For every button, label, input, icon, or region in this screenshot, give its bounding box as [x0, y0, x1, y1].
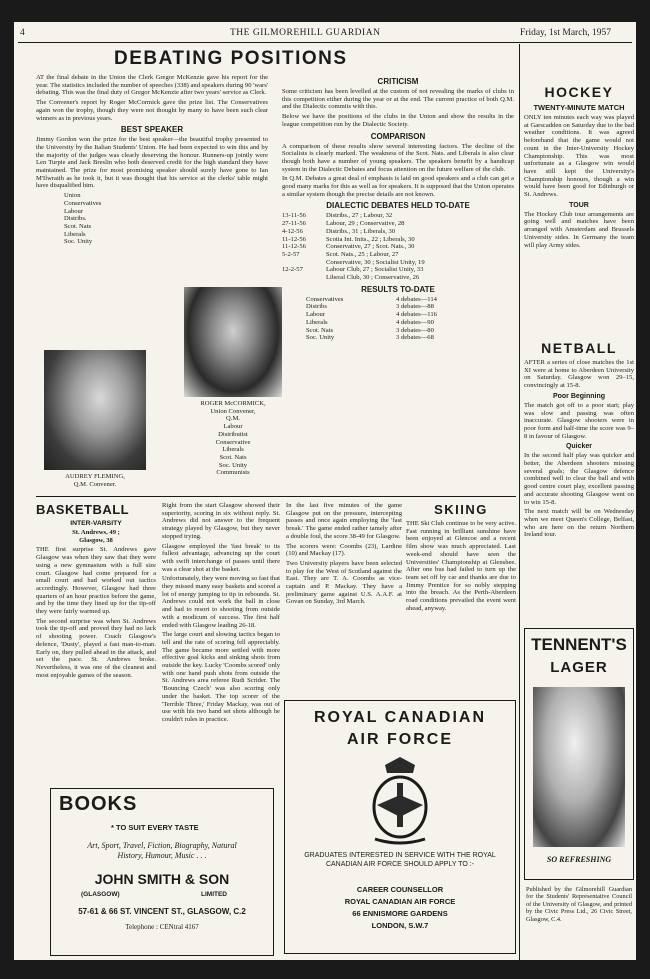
basketball-article	[36, 502, 156, 681]
hockey-article	[524, 84, 634, 251]
basketball-p5: Unfortunately, they were moving so fast that they missed many easy baskets and scored a lot of energy jumping to tip in rebounds. St. Andrews could not work the ball in close and had to resort to shooting from outside with a modicum of success. The first half ended with Glasgow leading 26-18.	[162, 575, 280, 629]
results-row-cell: 4 debates—90	[396, 318, 434, 326]
basketball-p4: Glasgow employed the 'fast break' to its fullest advantage, advancing up the court with swift interchange of passes until there was a clear shot at the basket.	[162, 542, 280, 573]
books-location: (GLASGOW)	[81, 891, 120, 898]
party-list-item: Conservatives	[64, 199, 102, 207]
rcaf-title-2: AIR FORCE	[347, 731, 453, 748]
caption-roger-line: Q.M.	[226, 415, 240, 423]
tennents-advert	[524, 628, 634, 880]
caption-roger-line: Labour	[223, 423, 243, 431]
dialectic-row-cell: 12-2-57	[282, 266, 303, 274]
hockey-tour: The Hockey Club tour arrangements are going well and matches have been arranged with Amsterdam and Brussels University sides. In Germany the team will play Army sides.	[524, 210, 634, 249]
rcaf-contact-4: LONDON, S.W.7	[371, 921, 429, 930]
rcaf-advert	[284, 700, 516, 954]
caption-audrey-line: Q.M. Convener.	[73, 480, 117, 488]
results-row-cell: Liberals	[306, 318, 328, 326]
skiing-text: THE Ski Club continue to be very active. Fast running in brilliant sunshine have been enjoyed at Glencoe and a recent film show was much appreciated. Last week-end should have seen the Universities' Championship at Glenshee. After one bus had failed to turn up the team set off by car and thanks are due to Jimmy Prentice for so nobly stepping into the breach. As the Perth-Aberdeen road conditions prevailed the event went ahead, anyway.	[406, 520, 516, 612]
rcaf-body: GRADUATES INTERESTED IN SERVICE WITH THE ROYAL CANADIAN AIR FORCE SHOULD APPLY TO :-	[304, 852, 496, 868]
netball-p1: AFTER a series of close matches the 1st XI were at home to Aberdeen University on Saturday. Glasgow won 29–15, convincingly at 15-8.	[524, 359, 634, 390]
debating-headline: DEBATING POSITIONS	[114, 48, 348, 69]
criticism-text-2: Below we have the positions of the clubs in the Union and show the results in the league competition run by the Dialectic Society.	[282, 113, 514, 128]
basketball-middle-p2: The scorers were: Coombs (23), Lardine (10) and Mackay (17).	[286, 542, 402, 558]
dialectic-row	[282, 259, 514, 267]
results-row-cell: 4 debates—114	[396, 295, 437, 303]
column-rule	[519, 44, 520, 960]
dialectic-row-cell: 27-11-56	[282, 220, 306, 228]
results-row	[306, 296, 514, 304]
results-row	[306, 327, 514, 335]
dialectic-row	[282, 220, 514, 228]
caption-audrey-line: AUDREY FLEMING,	[65, 473, 125, 480]
party-list-item: Labour	[64, 207, 84, 215]
basketball-p6: The large court and slowing tactics began to tell and the rate of scoring fell appreciably. The game became more settled with more effective goal kicks and sinking shots from outside the key. Lucky 'Coombs scored' only with one hand push shots from outside the St. Andrews area referee Rudi Scrider. The 'Bouncing Czech' was also scoring only under the basket. The top scorer of the 'Terrible Three,' Friday Mackay, was out of use with his two hand set shots although he couldn't rules in practice.	[162, 631, 280, 723]
results-heading: RESULTS TO-DATE	[361, 284, 435, 294]
masthead	[20, 28, 632, 42]
basketball-p2: The second surprise was when St. Andrews took the tip-off and proved they had no lack of shooting power. Coach Glasgow's defence, 'Dusty', played a fast man-to-man. Early on, they pulled ahead in the attack, and set the pace. St. Andrews broke. Nevertheless, it was one of the cleanest and most enjoyable games of the season.	[36, 617, 156, 679]
caption-roger-line: Distributist	[218, 430, 248, 438]
issue-date: Friday, 1st March, 1957	[520, 28, 611, 38]
netball-poor: The match got off to a poor start; play was slow and passing was often inaccurate. Glasgow shooters were in poor form and half-time the score was 9–8 in favour of Glasgow.	[524, 401, 634, 440]
dialectic-row-cell: 5-2-57	[282, 250, 300, 258]
books-genres: Art, Sport, Travel, Fiction, Biography, Natural History, Humour, Music . . .	[87, 841, 237, 860]
dialectic-row-cell	[282, 274, 326, 282]
netball-quicker-heading: Quicker	[565, 443, 593, 451]
dialectic-row-cell: 13-11-56	[282, 212, 306, 220]
results-row	[306, 334, 514, 342]
books-tagline: * TO SUIT EVERY TASTE	[111, 823, 199, 832]
caption-roger-line: Conservative	[215, 438, 251, 446]
dialectic-row	[282, 228, 514, 236]
results-table	[306, 296, 514, 342]
results-row-cell: Soc. Unity	[306, 334, 335, 342]
rcaf-title-1: ROYAL CANADIAN	[313, 709, 486, 726]
debating-intro: AT the final debate in the Union the Clerk Gregor McKenzie gave his report for the year. The statistics included the number of speeches (338) and speakers during 90 'wars' debating. This was the final duty of Gregor McKenzie after two years' service as Clerk.	[36, 74, 268, 97]
dialectic-table	[282, 212, 514, 281]
dialectic-row-cell: Conservative, 27 ; Scot. Nats., 30	[326, 243, 415, 251]
criticism-text: Some criticism has been levelled at the custom of not revealing the marks of clubs in this competition either during the year or at the end. The current practice of both Q.M. and the Dialectic commits with this.	[282, 88, 514, 111]
comparison-text-2: In Q.M. Debates a great deal of emphasis is laid on good speakers and a club can get a good many marks for this as well as for speakers. It is supposed that the Union operates a similar system though the precise details are not known.	[282, 175, 514, 198]
party-list-item: Soc. Unity	[64, 238, 93, 246]
books-title: BOOKS	[59, 793, 138, 815]
dialectic-row-cell: Scotia Int. Inits., 22 ; Liberals, 30	[326, 235, 415, 243]
caption-roger-line: Soc. Unity	[218, 461, 248, 469]
hockey-headline: HOCKEY	[544, 84, 614, 100]
party-list-item: Distribs.	[64, 215, 87, 223]
results-row-cell: 3 debates—68	[396, 334, 434, 342]
dialectic-row-cell: Conservative, 30 ; Socialist Unity, 19	[326, 258, 425, 266]
basketball-p3: Right from the start Glasgow showed their superiority, scoring in six without reply. St. Andrews did not answer to the frequent strategy played by Glasgow, but they never stopped trying.	[162, 502, 280, 540]
books-company: JOHN SMITH & SON	[94, 871, 230, 887]
basketball-article-end	[286, 502, 402, 608]
dialectic-row-cell: 11-12-56	[282, 243, 306, 251]
dialectic-row-cell: Distribs., 27 ; Labour, 32	[326, 212, 393, 220]
skiing-article	[406, 502, 516, 614]
books-phone: Telephone : CENtral 4167	[125, 923, 199, 931]
basketball-middle-p3: Two University players have been selected to play for the West of Scotland against the East. They are T. A. Coombs as vice-captain and P. Mackay. They have a preliminary game against U.S. A.A.F. at Govan on Sunday, 3rd March.	[286, 559, 402, 606]
rcaf-contact-2: ROYAL CANADIAN AIR FORCE	[344, 897, 456, 906]
dialectic-row	[282, 251, 514, 259]
results-row-cell: Conservatives	[306, 295, 344, 303]
results-row-cell: Labour	[306, 311, 326, 319]
comparison-heading: COMPARISON	[370, 131, 426, 141]
dialectic-row-cell: Distribs., 31 ; Liberals, 30	[326, 227, 396, 235]
dialectic-heading: DIALECTIC DEBATES HELD TO-DATE	[326, 201, 470, 211]
dialectic-row	[282, 236, 514, 244]
dialectic-row-cell: Labour, 29 ; Conservative, 28	[326, 220, 405, 228]
caption-roger-line: Scot. Nats	[219, 453, 247, 461]
caption-roger-line: Liberals	[222, 446, 244, 454]
roger-mccormick-photo	[184, 287, 282, 397]
caption-roger-mccormick	[172, 400, 294, 477]
party-list-item: Scot. Nats	[64, 222, 92, 230]
books-limited: LIMITED	[201, 891, 227, 898]
netball-quicker: In the second half play was quicker and better, the Aberdeen shooters missing several goals; the Glasgow defence combined well to clear the ball and with good centre court play, excellent passing and accurate shooting Glasgow went on to win 15-8.	[524, 452, 634, 506]
rcaf-contact-3: 66 ENNISMORE GARDENS	[352, 909, 448, 918]
netball-article	[524, 340, 634, 541]
hockey-sub: TWENTY-MINUTE MATCH	[533, 103, 625, 112]
netball-poor-heading: Poor Beginning	[552, 392, 606, 400]
party-list-item: Liberals	[64, 230, 86, 238]
best-speaker-text: Jimmy Gordon won the prize for the best speaker—the beautiful trophy presented to the University by the Italian Students' Union. He had been expected to win this and by the majority of the judges was clearly deserving the honour. Runners-up jointly were Len Turpie and Jack Breslin who both deserved credit for the high standard they have maintained. The prize for most promising speaker should surely have gone to Ian M'Ilwraith as he took it, but it was thought that his service at the clerks' table might have disqualified him.	[36, 136, 268, 190]
results-row	[306, 303, 514, 311]
results-row-cell: Scot. Nats	[306, 326, 334, 334]
skiing-headline: SKIING	[434, 502, 488, 517]
page-number: 4	[20, 28, 25, 38]
dialectic-row-cell: Liberal Club, 30 ; Conservative, 26	[326, 274, 420, 282]
basketball-score: St. Andrews, 49 ;	[72, 529, 120, 536]
dialectic-row-cell: 4-12-56	[282, 227, 303, 235]
imprint: Published by the Gilmorehill Guardian for the Students' Representative Council of the University of Glasgow, and printed by the Civic Press Ltd., 26 Civic Street, Glasgow, C.4.	[526, 886, 632, 923]
debating-report	[36, 74, 268, 246]
rcaf-contact-1: CAREER COUNSELLOR	[356, 885, 444, 894]
results-row	[306, 311, 514, 319]
dialectic-row	[282, 243, 514, 251]
basketball-article-cont	[162, 502, 280, 726]
tennents-illustration	[533, 687, 625, 847]
netball-next: The next match will be on Wednesday when we meet Queen's College, Belfast, who are here on the return Northern Ireland tour.	[524, 508, 634, 539]
debating-convener-report: The Convener's report by Roger McCormick gave the prize list. The Conservatives again won the trophy, though they were not thought by many to have been such clear winners as in previous years.	[36, 99, 268, 122]
party-list	[64, 192, 268, 246]
newspaper-page	[14, 22, 636, 960]
dialectic-row-cell	[282, 259, 326, 267]
books-address: 57-61 & 66 ST. VINCENT ST., GLASGOW, C.2	[78, 907, 246, 916]
netball-headline: NETBALL	[541, 340, 617, 356]
party-list-item: Union	[64, 192, 81, 200]
caption-roger-line: Communists	[216, 469, 250, 477]
dialectic-row-cell: Labour Club, 27 ; Socialist Unity, 33	[326, 266, 424, 274]
criticism-heading: CRITICISM	[377, 77, 419, 86]
results-row-cell: 4 debates—116	[396, 311, 437, 319]
best-speaker-heading: BEST SPEAKER	[120, 125, 184, 135]
dialectic-row	[282, 274, 514, 282]
tennents-product: LAGER	[550, 659, 608, 676]
audrey-fleming-photo	[44, 350, 146, 470]
tennents-brand: TENNENT'S	[531, 635, 627, 654]
hockey-p1: ONLY ten minutes each way was played at Garscadden on Saturday due to the bad weather conditions. It was agreed beforehand that the game would not count in the Inter-University Hockey Championship. This was most unfortunate as a Glasgow win would have still kept the University's Championship honours, though a win would have been good for Edinburgh or St. Andrews.	[524, 114, 634, 199]
results-row-cell: 3 debates—80	[396, 326, 434, 334]
basketball-middle-p1: In the last five minutes of the game Glasgow put on the pressure, intercepting passes and once again employing the 'fast break.' The game ended rather tamely after a double foul, the score 38-49 for Glasgow.	[286, 502, 402, 540]
basketball-p1: THE first surprise St. Andrews gave Glasgow was when they saw that they were using a new gymnasium with a full size court. Glasgow had come prepared for a small court and had worked out tactics accordingly. However, Glasgow had three quarters of an hour practice before the game, and by the time they lined up for the tip-off they were fairly warmed up.	[36, 546, 156, 616]
results-row-cell: 3 debates—88	[396, 303, 434, 311]
paper-name: THE GILMOREHILL GUARDIAN	[230, 28, 381, 38]
comparison-text: A comparison of these results show several interesting factors. The decline of the Socialists is clearly marked. The weakness of the Scot. Nats. and Liberals is also clear though both have a number of young speakers. The speakers benefit by a handicap system in the Dialectic Debates and focus attention on the future welfare of the club.	[282, 142, 514, 173]
hockey-tour-heading: TOUR	[569, 201, 589, 209]
dialectic-row-cell: Scot. Nats., 25 ; Labour, 27	[326, 250, 399, 258]
caption-roger-line: Union Convener,	[210, 407, 256, 415]
dialectic-row-cell: 11-12-56	[282, 235, 306, 243]
books-advert	[50, 788, 274, 956]
caption-audrey-fleming	[42, 473, 148, 488]
dialectic-row	[282, 212, 514, 220]
basketball-headline: BASKETBALL	[36, 502, 130, 517]
basketball-sub: INTER-VARSITY	[70, 520, 122, 527]
results-row	[306, 319, 514, 327]
tennents-slogan: SO REFRESHING	[546, 855, 612, 864]
basketball-score-2: Glasgow, 38	[79, 536, 113, 544]
caption-roger-line: ROGER McCORMICK,	[200, 400, 266, 407]
dialectic-row	[282, 266, 514, 274]
results-row-cell: Distribs	[306, 303, 327, 311]
rcaf-crest-icon	[365, 755, 435, 847]
debating-analysis	[282, 74, 514, 342]
masthead-rule	[18, 42, 632, 43]
section-rule	[36, 496, 516, 497]
